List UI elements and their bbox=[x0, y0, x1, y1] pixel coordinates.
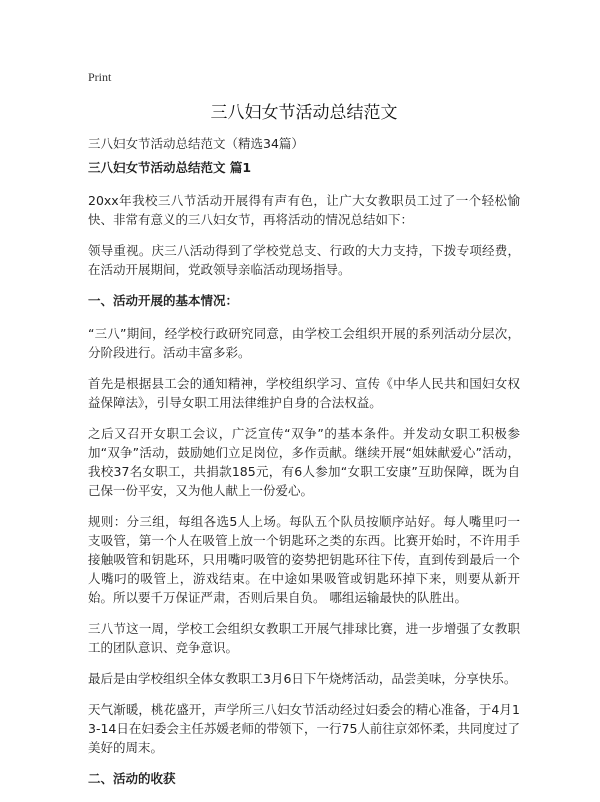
paragraph-leadership: 领导重视。庆三八活动得到了学校党总支、行政的大力支持，下拨专项经费，在活动开展期间，党政领导亲临活动现场指导。 bbox=[88, 243, 520, 277]
print-link[interactable]: Print bbox=[88, 70, 112, 84]
paragraph-activity-2: 首先是根据县工会的通知精神，学校组织学习、宣传《中华人民共和国妇女权益保障法》，引导女职工用法律维护自身的合法权益。 bbox=[88, 376, 520, 410]
heading-harvest: 二、活动的收获 bbox=[88, 771, 176, 786]
paragraph-activity-volleyball: 三八节这一周，学校工会组织女教职工开展气排球比赛，进一步增强了女教职工的团队意识、竞争意识。 bbox=[88, 621, 520, 655]
page-title: 三八妇女节活动总结范文 bbox=[210, 103, 398, 123]
paragraph-activity-3: 之后又召开女职工会议，广泛宣传“双争”的基本条件。并发动女职工积极参加“双争”活动，鼓励她们立足岗位，多作贡献。继续开展“姐妹献爱心”活动，我校37名女职工，共捐款185元，有6人参加“女职工安康”互助保障，既为自己保一份平安，又为他人献上一份爱心。 bbox=[88, 426, 520, 498]
paragraph-activity-bbq: 最后是由学校组织全体女教职工3月6日下午烧烤活动，品尝美味，分享快乐。 bbox=[88, 671, 517, 686]
paragraph-activity-rules: 规则：分三组，每组各选5人上场。每队五个队员按顺序站好。每人嘴里叼一支吸管，第一个人在吸管上放一个钥匙环之类的东西。比赛开始时，不许用手接触吸管和钥匙环，只用嘴叼吸管的姿势把钥匙环往下传，直到传到最后一个人嘴叼的吸管上，游戏结束。在中途如果吸管或钥匙环掉下来，则要从新开始。所以要千万保证严肃，否则后果自负。 哪组运输最快的队胜出。 bbox=[88, 514, 520, 605]
section-heading: 三八妇女节活动总结范文 篇1 bbox=[88, 160, 252, 175]
document-body bbox=[88, 158, 520, 802]
heading-basic-situation: 一、活动开展的基本情况： bbox=[88, 293, 239, 308]
paragraph-activity-1: “三八”期间，经学校行政研究同意，由学校工会组织开展的系列活动分层次，分阶段进行。活动丰富多彩。 bbox=[88, 326, 520, 360]
paragraph-intro: 20xx年我校三八节活动开展得有声有色，让广大女教职员工过了一个轻松愉快、非常有意义的三八妇女节，再将活动的情况总结如下： bbox=[88, 193, 520, 227]
document-subtitle: 三八妇女节活动总结范文（精选34篇） bbox=[88, 136, 304, 151]
paragraph-activity-trip: 天气渐暖，桃花盛开，声学所三八妇女节活动经过妇委会的精心准备，于4月13-14日在妇委会主任苏媛老师的带领下，一行75人前往京郊怀柔，共同度过了美好的周末。 bbox=[88, 702, 520, 755]
